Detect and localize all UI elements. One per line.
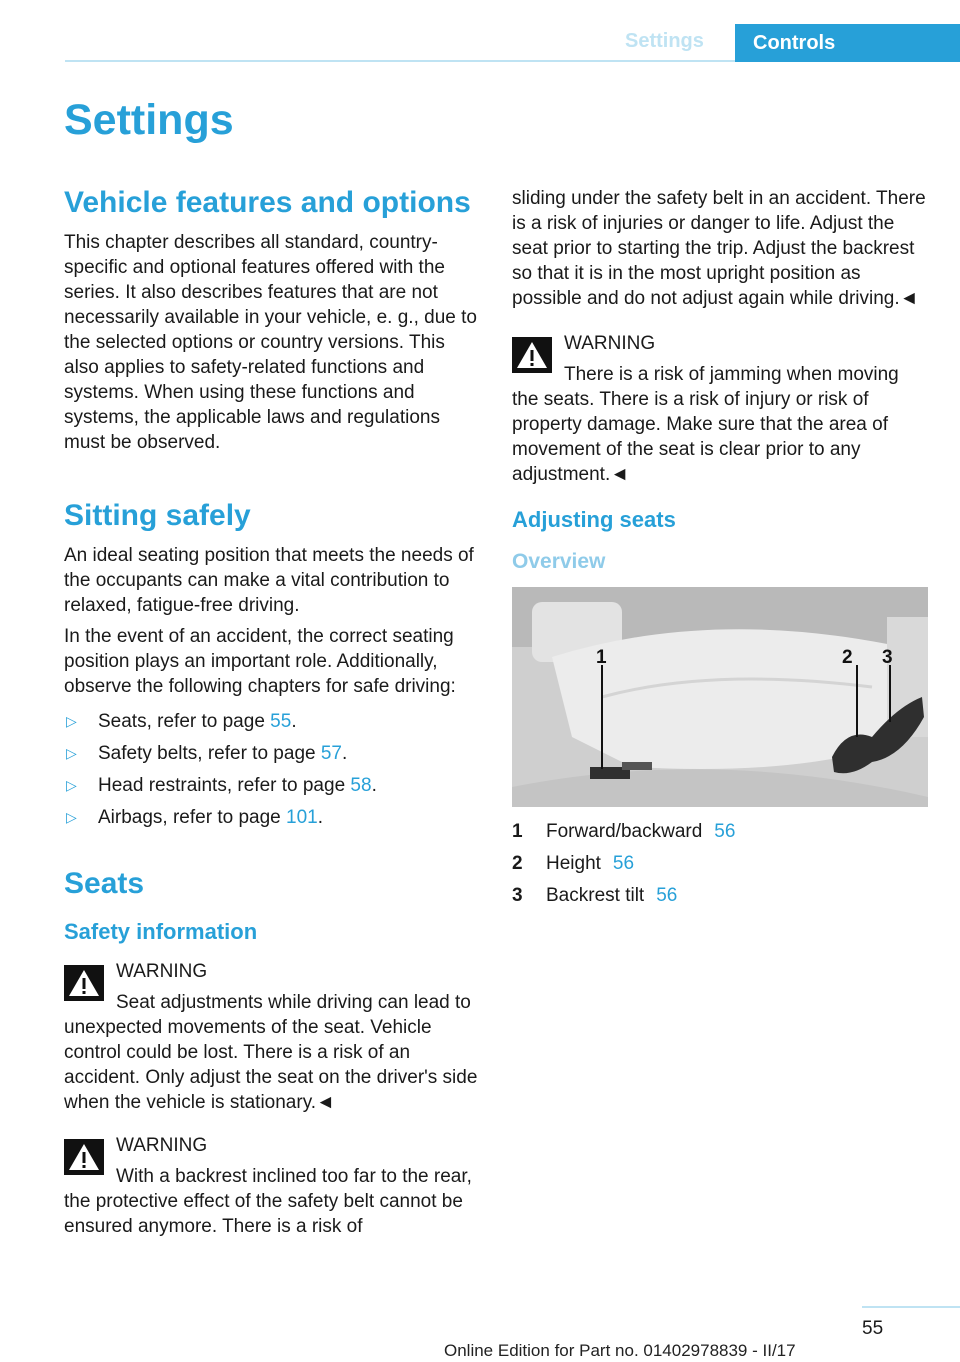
triangle-bullet-icon: ▷ (66, 777, 77, 793)
list-item-text: Head restraints, refer to page (98, 775, 351, 796)
sitting-safely-p1: An ideal seating position that meets the needs of the occupants can make a vital contribution to relaxed, fatigue-free driving. (64, 545, 474, 616)
page-link[interactable]: 57 (320, 743, 342, 764)
warning-label: WARNING (116, 961, 208, 982)
seat-controls-image (512, 587, 928, 807)
right-column (512, 186, 928, 915)
header-tab (735, 24, 960, 62)
triangle-bullet-icon: ▷ (66, 745, 77, 761)
list-item-text: Safety belts, refer to page (98, 743, 321, 764)
header-tab-label: Controls (753, 32, 836, 54)
legend-label: Height (546, 853, 601, 874)
sitting-safely-p2: In the event of an accident, the correct seating position plays an important role. Additionally, observe the following chapters for safe driving: (64, 626, 456, 697)
sitting-safely-heading: Sitting safely (64, 499, 251, 532)
image-label-1: 1 (596, 647, 607, 668)
left-column (64, 184, 480, 1257)
chapter-list (64, 709, 480, 837)
warning-label: WARNING (564, 333, 656, 354)
warning-icon (64, 1139, 104, 1175)
legend-item (512, 819, 928, 851)
legend-label: Backrest tilt (546, 885, 645, 906)
page-link[interactable]: 58 (350, 775, 372, 796)
seats-heading: Seats (64, 867, 145, 900)
warning-icon (512, 337, 552, 373)
warning-label: WARNING (116, 1135, 208, 1156)
warning-block (512, 331, 928, 487)
warning-block (64, 1133, 480, 1239)
page-link[interactable]: 56 (656, 885, 678, 906)
legend-item (512, 883, 928, 915)
page-number: 55 (862, 1318, 884, 1339)
list-item: ▷ Head restraints, refer to page 58. (66, 775, 377, 796)
vehicle-features-heading: Vehicle features and options (64, 186, 471, 219)
safety-information-heading: Safety information (64, 919, 258, 944)
legend-label: Forward/backward (546, 821, 703, 842)
footer-rule (862, 1306, 960, 1308)
warning-text: Seat adjustments while driving can lead to unexpected movements of the seat. Vehicle control could be lost. There is a risk of an accident. Only adjust the seat on the driver's side when the vehicle is stationary.◄ (64, 992, 478, 1113)
list-item: ▷ Airbags, refer to page 101. (66, 807, 323, 828)
adjusting-seats-heading: Adjusting seats (512, 507, 676, 532)
warning-icon (64, 965, 104, 1001)
warning-continuation: sliding under the safety belt in an accident. There is a risk of injuries or danger to life. Adjust the seat prior to starting the trip. Adjust the backrest so that it is in the most upright position as possible and do not adjust again while driving.◄ (512, 188, 926, 309)
legend-number: 3 (512, 885, 523, 906)
triangle-bullet-icon: ▷ (66, 713, 77, 729)
image-label-2: 2 (842, 647, 853, 668)
legend-item (512, 851, 928, 883)
edition-note: Online Edition for Part no. 01402978839 - II/17 (444, 1341, 796, 1360)
legend-list (512, 819, 928, 915)
page-link[interactable]: 56 (612, 853, 635, 874)
warning-text: There is a risk of jamming when moving the seats. There is a risk of injury or risk of property damage. Make sure that the area of movement of the seat is clear prior to any adjustment.◄ (512, 364, 899, 485)
overview-heading: Overview (512, 550, 606, 573)
triangle-bullet-icon: ▷ (66, 809, 77, 825)
list-item-text: Seats, refer to page (98, 711, 271, 732)
list-item: ▷ Seats, refer to page 55. (66, 711, 297, 732)
warning-block (64, 959, 480, 1115)
list-item-text: Airbags, refer to page (98, 807, 286, 828)
page-title: Settings (64, 96, 234, 144)
vehicle-features-body: This chapter describes all standard, country-specific and optional features offered with the series. It also describes features that are not necessarily available in your vehicle, e. g., due to the selected options or country versions. This also applies to safety-related functions and systems. When using these functions and systems, the applicable laws and regulations must be observed. (64, 232, 477, 453)
legend-number: 1 (512, 821, 523, 842)
page-link[interactable]: 56 (714, 821, 736, 842)
legend-number: 2 (512, 853, 523, 874)
image-label-3: 3 (882, 647, 893, 668)
list-item: ▷ Safety belts, refer to page 57. (66, 743, 348, 764)
page-link[interactable]: 55 (270, 711, 292, 732)
header-section-label: Settings (625, 30, 704, 52)
page-link[interactable]: 101 (286, 807, 318, 828)
warning-text: With a backrest inclined too far to the rear, the protective effect of the safety belt cannot be ensured anymore. There is a risk of (64, 1166, 472, 1237)
